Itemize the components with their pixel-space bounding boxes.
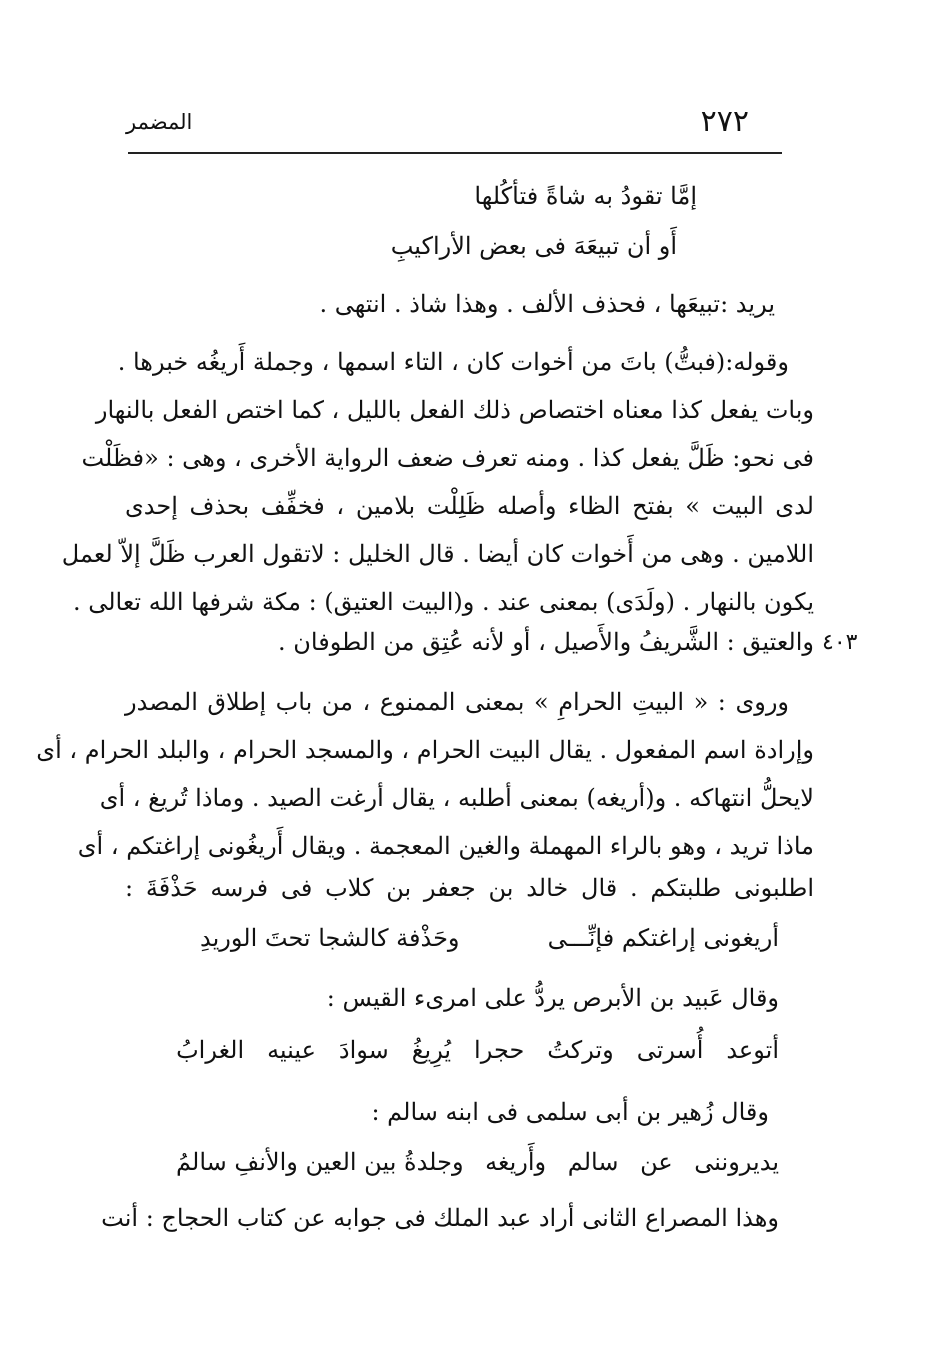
paragraph-line: يريد :تبيعَها ، فحذف الألف . وهذا شاذ . انتهى .: [319, 290, 775, 318]
verse-intro: وقال زُهير بن أبى سلمى فى ابنه سالم :: [371, 1098, 769, 1126]
verse-hemistich: أريغونى إراغتكم فإنِّـــى: [547, 924, 779, 952]
verse-abid: [176, 1030, 779, 1070]
verse-word: يُرِيغُ: [411, 1036, 452, 1064]
verse-word: يديروننى: [694, 1148, 779, 1176]
paragraph-line: اللامين . وهى من أَخوات كان أيضا . قال الخليل : لاتقول العرب ظَلَّ إلاّ لعمل: [61, 540, 814, 568]
verse-khalid: [200, 918, 779, 958]
verse-zuhair: [176, 1142, 779, 1182]
paragraph-line: وروى : « البيتِ الحرامِ » بمعنى الممنوع ، من باب إطلاق المصدر: [125, 688, 789, 716]
verse-word: أتوعد: [726, 1036, 779, 1064]
paragraph-line: وقوله:(فبتُّ) باتَ من أخوات كان ، التاء اسمها ، وجملة أَريغُه خبرها .: [117, 348, 789, 376]
verse-word: وأَريغه: [485, 1148, 547, 1176]
verse-hemistich: وحَذْفة كالشجا تحتَ الوريدِ: [200, 924, 460, 952]
paragraph-line: فى نحو: ظَلَّ يفعل كذا . ومنه تعرف ضعف الرواية الأخرى ، وهى : «فظَلْت: [81, 444, 814, 472]
running-title: المضمر: [126, 110, 193, 134]
verse-word: أُسرتى: [636, 1036, 704, 1064]
verse-word: سوادَ: [338, 1036, 389, 1064]
paragraph-line: وبات يفعل كذا معناه اختصاص ذلك الفعل بالليل ، كما اختص الفعل بالنهار: [95, 396, 814, 424]
paragraph-line: يكون بالنهار . (ولَدَى) بمعنى عند . و(البيت العتيق) : مكة شرفها الله تعالى .: [72, 588, 814, 616]
verse-word: عينيه: [267, 1036, 316, 1064]
verse-word: الغرابُ: [176, 1036, 245, 1064]
page-number: ٢٧٢: [700, 104, 749, 139]
paragraph-line: لايحلُّ انتهاكه . و(أريغه) بمعنى أطلبه ، يقال أرغت الصيد . وماذا تُريغ ، أى: [99, 784, 814, 812]
verse-word: سالم: [567, 1148, 619, 1176]
paragraph-line: والعتيق : الشَّريفُ والأَصيل ، أو لأنه عُتِق من الطوفان .: [278, 628, 814, 656]
verse-word: وتركتُ: [547, 1036, 614, 1064]
verse-word: عن: [640, 1148, 673, 1176]
verse-line: إمَّا تقودُ به شاةً فتأكُلها: [474, 182, 697, 210]
paragraph-line: اطلبونى طلبتكم . قال خالد بن جعفر بن كلاب فى فرسه حَذْفَةَ :: [125, 874, 814, 902]
verse-word: وجلدةُ بين العين والأنفِ سالمُ: [176, 1148, 464, 1176]
paragraph-line: لدى البيت » بفتح الظاء وأصله ظَلِلْت بلامين ، فخفِّف بحذف إحدى: [125, 492, 814, 520]
verse-line: أَو أن تبيعَهَ فى بعض الأراكيبِ: [390, 232, 677, 260]
paragraph-line: وهذا المصراع الثانى أراد عبد الملك فى جوابه عن كتاب الحجاج : أنت: [101, 1204, 779, 1232]
paragraph-line: ماذا تريد ، وهو بالراء المهملة والغين المعجمة . ويقال أَريغُونى إراغتكم ، أى: [77, 832, 814, 860]
verse-word: حجرا: [474, 1036, 525, 1064]
margin-number: ٤٠٣: [822, 630, 858, 655]
paragraph-line: وإرادة اسم المفعول . يقال البيت الحرام ، والمسجد الحرام ، والبلد الحرام ، أى: [36, 736, 814, 764]
header-rule: [128, 152, 782, 154]
verse-intro: وقال عَبيد بن الأبرص يردُّ على امرىء القيس :: [326, 984, 779, 1012]
